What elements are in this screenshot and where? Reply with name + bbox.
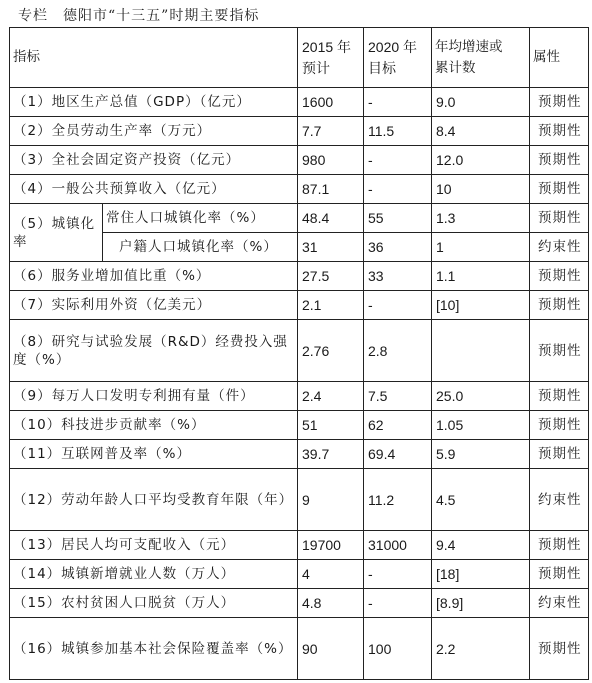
indicator-name: （16）城镇参加基本社会保险覆盖率（%） xyxy=(10,618,298,680)
header-growth-line2: 累计数 xyxy=(435,59,476,76)
value-2015: 39.7 xyxy=(298,440,364,469)
growth-value: 10 xyxy=(432,175,530,204)
value-2015: 1600 xyxy=(298,88,364,117)
value-2015: 9 xyxy=(298,469,364,531)
table-row xyxy=(10,560,589,589)
indicators-table xyxy=(9,27,589,680)
value-2020: 31000 xyxy=(364,531,432,560)
header-2015-line1: 2015 年 xyxy=(302,38,352,55)
growth-value: [10] xyxy=(432,291,530,320)
value-2015: 31 xyxy=(298,233,364,262)
attribute-value: 预期性 xyxy=(530,411,589,440)
growth-value: 1.3 xyxy=(432,204,530,233)
growth-value: [18] xyxy=(432,560,530,589)
attribute-value: 约束性 xyxy=(530,589,589,618)
table-header-row xyxy=(10,28,589,88)
growth-value xyxy=(432,320,530,382)
attribute-value: 预期性 xyxy=(530,560,589,589)
header-2020-line1: 2020 年 xyxy=(368,38,418,55)
growth-value: 8.4 xyxy=(432,117,530,146)
table-row xyxy=(10,175,589,204)
value-2020: 33 xyxy=(364,262,432,291)
attribute-value: 预期性 xyxy=(530,88,589,117)
indicator-name: （10）科技进步贡献率（%） xyxy=(10,411,298,440)
value-2015: 4 xyxy=(298,560,364,589)
value-2020: 69.4 xyxy=(364,440,432,469)
value-2015: 4.8 xyxy=(298,589,364,618)
value-2015: 87.1 xyxy=(298,175,364,204)
table-row xyxy=(10,531,589,560)
indicator-name: （15）农村贫困人口脱贫（万人） xyxy=(10,589,298,618)
table-row xyxy=(10,146,589,175)
attribute-value: 预期性 xyxy=(530,618,589,680)
value-2020: 11.5 xyxy=(364,117,432,146)
indicator-name: （9）每万人口发明专利拥有量（件） xyxy=(10,382,298,411)
indicator-name: （2）全员劳动生产率（万元） xyxy=(10,117,298,146)
attribute-value: 预期性 xyxy=(530,146,589,175)
growth-value: 1 xyxy=(432,233,530,262)
table-row xyxy=(10,589,589,618)
attribute-value: 预期性 xyxy=(530,440,589,469)
attribute-value: 约束性 xyxy=(530,469,589,531)
value-2015: 48.4 xyxy=(298,204,364,233)
attribute-value: 预期性 xyxy=(530,320,589,382)
value-2015: 2.76 xyxy=(298,320,364,382)
indicator-name: （14）城镇新增就业人数（万人） xyxy=(10,560,298,589)
indicator-name: （12）劳动年龄人口平均受教育年限（年） xyxy=(10,469,298,531)
header-2015 xyxy=(298,28,364,88)
value-2015: 2.1 xyxy=(298,291,364,320)
growth-value: 9.0 xyxy=(432,88,530,117)
table-row xyxy=(10,88,589,117)
value-2020: 11.2 xyxy=(364,469,432,531)
indicator-name: 常住人口城镇化率（%） xyxy=(103,204,298,233)
growth-value: 4.5 xyxy=(432,469,530,531)
urbanization-label-line1: （5）城镇化 xyxy=(13,215,96,232)
header-attribute: 属性 xyxy=(530,28,589,88)
table-row xyxy=(10,320,589,382)
attribute-value: 约束性 xyxy=(530,233,589,262)
header-indicator: 指标 xyxy=(10,28,298,88)
indicator-name: （4）一般公共预算收入（亿元） xyxy=(10,175,298,204)
attribute-value: 预期性 xyxy=(530,291,589,320)
growth-value: 1.1 xyxy=(432,262,530,291)
table-row xyxy=(10,411,589,440)
growth-value: 1.05 xyxy=(432,411,530,440)
value-2020: 2.8 xyxy=(364,320,432,382)
attribute-value: 预期性 xyxy=(530,531,589,560)
value-2020: - xyxy=(364,589,432,618)
header-2020-line2: 目标 xyxy=(368,59,396,76)
value-2015: 980 xyxy=(298,146,364,175)
table-row xyxy=(10,262,589,291)
value-2020: 7.5 xyxy=(364,382,432,411)
value-2015: 51 xyxy=(298,411,364,440)
table-row xyxy=(10,440,589,469)
table-caption: 专栏 德阳市“十三五”时期主要指标 xyxy=(18,8,260,24)
table-row xyxy=(10,382,589,411)
growth-value: [8.9] xyxy=(432,589,530,618)
indicator-name: （6）服务业增加值比重（%） xyxy=(10,262,298,291)
indicator-name: （3）全社会固定资产投资（亿元） xyxy=(10,146,298,175)
table-row xyxy=(10,291,589,320)
value-2015: 27.5 xyxy=(298,262,364,291)
indicator-name: （1）地区生产总值（GDP）（亿元） xyxy=(10,88,298,117)
growth-value: 12.0 xyxy=(432,146,530,175)
value-2020: 62 xyxy=(364,411,432,440)
urbanization-group-label xyxy=(10,204,103,262)
table-row xyxy=(10,469,589,531)
indicator-name: （11）互联网普及率（%） xyxy=(10,440,298,469)
indicator-name: （13）居民人均可支配收入（元） xyxy=(10,531,298,560)
value-2020: - xyxy=(364,146,432,175)
value-2020: - xyxy=(364,560,432,589)
header-growth xyxy=(432,28,530,88)
value-2015: 90 xyxy=(298,618,364,680)
value-2015: 7.7 xyxy=(298,117,364,146)
urbanization-label-line2: 率 xyxy=(13,233,27,250)
header-2020 xyxy=(364,28,432,88)
value-2020: 100 xyxy=(364,618,432,680)
header-growth-line1: 年均增速或 xyxy=(435,38,503,55)
indicator-name: （7）实际利用外资（亿美元） xyxy=(10,291,298,320)
attribute-value: 预期性 xyxy=(530,117,589,146)
growth-value: 25.0 xyxy=(432,382,530,411)
indicator-name: 户籍人口城镇化率（%） xyxy=(103,233,298,262)
table-row xyxy=(10,618,589,680)
growth-value: 2.2 xyxy=(432,618,530,680)
indicator-name: （8）研究与试验发展（R&D）经费投入强度（%） xyxy=(10,320,298,382)
value-2015: 2.4 xyxy=(298,382,364,411)
attribute-value: 预期性 xyxy=(530,175,589,204)
value-2020: 55 xyxy=(364,204,432,233)
value-2020: - xyxy=(364,175,432,204)
growth-value: 5.9 xyxy=(432,440,530,469)
value-2015: 19700 xyxy=(298,531,364,560)
growth-value: 9.4 xyxy=(432,531,530,560)
attribute-value: 预期性 xyxy=(530,204,589,233)
value-2020: 36 xyxy=(364,233,432,262)
value-2020: - xyxy=(364,291,432,320)
attribute-value: 预期性 xyxy=(530,382,589,411)
value-2020: - xyxy=(364,88,432,117)
table-row xyxy=(10,204,589,233)
table-row xyxy=(10,117,589,146)
attribute-value: 预期性 xyxy=(530,262,589,291)
header-2015-line2: 预计 xyxy=(302,59,330,76)
